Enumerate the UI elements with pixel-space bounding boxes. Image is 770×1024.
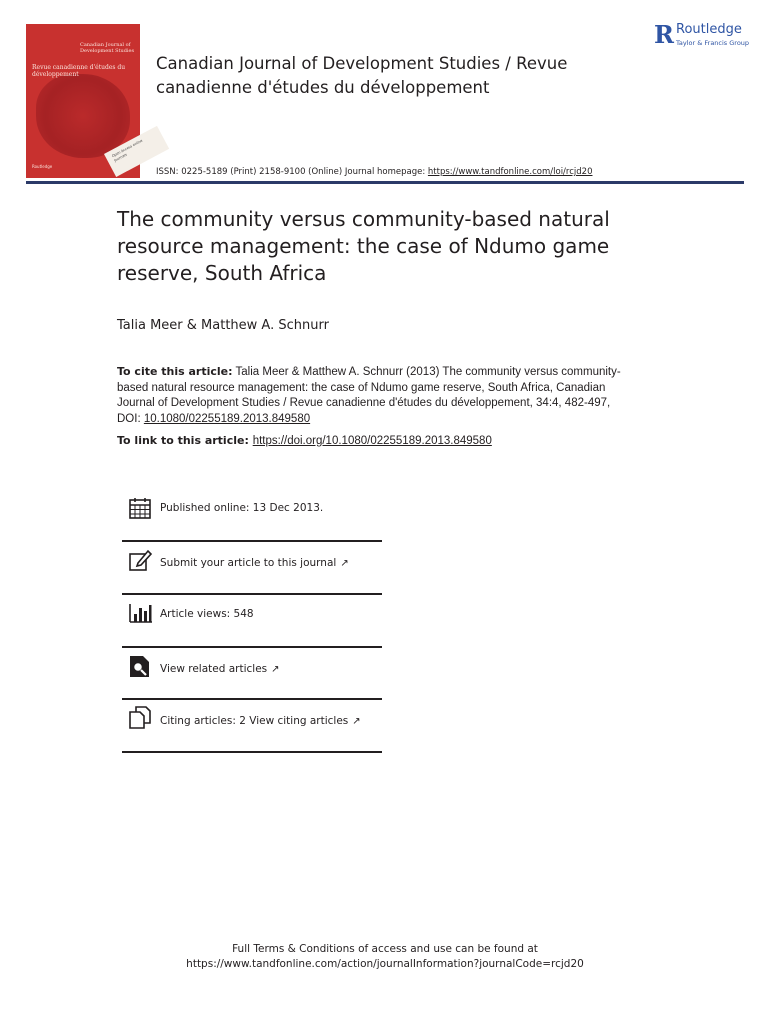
submit-article-label: Submit your article to this journal (160, 557, 337, 569)
publisher-name: Routledge (676, 22, 742, 37)
submit-article-link[interactable] (122, 544, 382, 596)
related-articles-link[interactable] (122, 649, 382, 701)
cover-publisher: Routledge (32, 164, 53, 169)
link-label: To link to this article: (117, 434, 253, 447)
citing-articles-link[interactable] (122, 701, 382, 753)
info-divider (122, 540, 382, 542)
citation-doi-link[interactable]: 10.1080/02255189.2013.849580 (143, 412, 311, 425)
article-doi-link[interactable]: https://doi.org/10.1080/02255189.2013.849580 (252, 435, 492, 447)
publisher-subtitle: Taylor & Francis Group (676, 39, 750, 47)
related-articles-label: View related articles (160, 663, 268, 675)
routledge-logo-mark-icon: R (654, 20, 674, 49)
header-divider (26, 181, 744, 184)
citation-label: To cite this article: (117, 365, 233, 378)
journal-title: Canadian Journal of Development Studies / Revue canadienne d'études du développement (156, 54, 568, 97)
cover-artwork (36, 74, 130, 158)
search-document-icon (128, 654, 152, 678)
copy-documents-icon (128, 705, 152, 729)
issn-line: ISSN: 0225-5189 (Print) 2158-9100 (Online) Journal homepage: https://www.tandfonline.com/loi/rcjd20 (156, 167, 593, 177)
published-date: Published online: 13 Dec 2013. (160, 502, 324, 514)
info-divider (122, 593, 382, 595)
info-divider (122, 751, 382, 753)
journal-cover-image (26, 24, 144, 178)
info-divider (122, 646, 382, 648)
bar-chart-icon (128, 600, 152, 624)
article-authors: Talia Meer & Matthew A. Schnurr (117, 318, 329, 333)
info-divider (122, 698, 382, 700)
cover-banner: Open Access online Journals (104, 126, 169, 177)
citation-block: To cite this article: Talia Meer & Matthew A. Schnurr (2013) The community versus community- based natural resource management: the case of Ndumo game reserve, South Africa, Canadian Journal of Development Studies / Revue canadienne d'études du développement, 34:4, 482-497, DOI: 10.1080/02255189.2013.849580 (117, 365, 621, 425)
edit-icon (128, 548, 152, 572)
article-views-row (122, 596, 382, 648)
external-link-icon: ↗ (352, 716, 361, 727)
terms-link[interactable]: https://www.tandfonline.com/action/journalInformation?journalCode=rcjd20 (186, 958, 584, 970)
article-link-line (117, 434, 492, 447)
external-link-icon: ↗ (271, 664, 280, 675)
cover-journal-name-fr: Revue canadienne d'études du développement (32, 64, 126, 78)
calendar-icon (128, 496, 152, 520)
routledge-logo (654, 22, 754, 52)
journal-homepage-link[interactable]: https://www.tandfonline.com/loi/rcjd20 (427, 167, 593, 177)
terms-footer: Full Terms & Conditions of access and use can be found at https://www.tandfonline.com/action/journalInformation?journalCode=rcjd20 (0, 942, 770, 972)
cover-journal-name: Canadian Journal of Development Studies (80, 42, 135, 54)
published-row (122, 490, 382, 542)
article-views-count: Article views: 548 (160, 608, 254, 620)
external-link-icon: ↗ (340, 558, 349, 569)
citing-articles-label: Citing articles: 2 View citing articles (160, 715, 349, 727)
article-title: The community versus community-based natural resource management: the case of Ndumo game reserve, South Africa (117, 207, 610, 285)
